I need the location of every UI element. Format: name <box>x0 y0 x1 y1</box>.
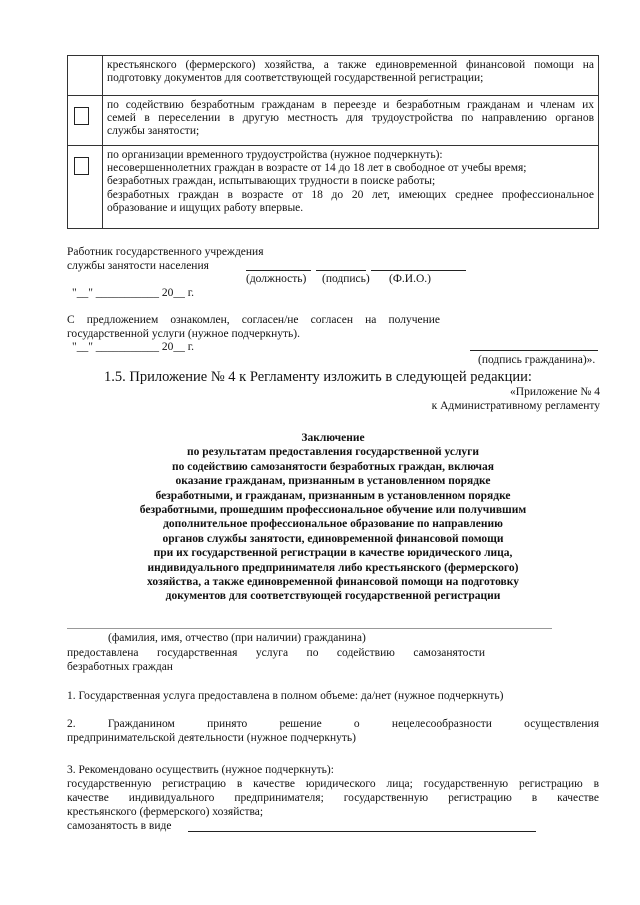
table-row <box>68 56 599 96</box>
consent-date: "__" ___________ 20__ г. <box>72 341 195 353</box>
citizen-name-field[interactable] <box>67 628 552 629</box>
citizen-name-caption: (фамилия, имя, отчество (при наличии) гражданина) <box>108 632 366 644</box>
conclusion-line: по результатам предоставления государственной услуги <box>186 446 480 459</box>
position-caption: (должность) <box>246 273 307 285</box>
conclusion-title: Заключение <box>301 432 365 444</box>
option-line: несовершеннолетних граждан в возрасте от 14 до 18 лет в свободное от учебы время; <box>107 162 527 175</box>
consent-line2: государственной услуги (нужное подчеркнуть). <box>67 328 301 340</box>
item-3-line3: качестве индивидуального предпринимателя; государственную регистрацию в качестве <box>67 792 599 804</box>
conclusion-line: индивидуального предпринимателя либо крестьянского (фермерского) <box>147 561 519 574</box>
worker-label-line2: службы занятости населения <box>67 260 209 272</box>
conclusion-line: органов службы занятости, единовременной финансовой помощи <box>162 532 504 545</box>
item-3-line2: государственную регистрацию в качестве юридического лица; государственную регистрацию в <box>67 778 599 790</box>
option-line: подготовку документов для соответствующей государственной регистрации; <box>107 72 484 85</box>
fio-field[interactable] <box>371 270 466 271</box>
conclusion-block <box>67 431 599 604</box>
conclusion-line: дополнительное профессиональное образование по направлению <box>163 518 503 531</box>
option-line: безработных граждан, испытывающих трудности в поиске работы; <box>107 175 436 188</box>
conclusion-line: по содействию самозанятости безработных граждан, включая <box>171 460 494 473</box>
annex-reference: к Административному регламенту <box>431 400 600 412</box>
table-row <box>68 96 599 146</box>
conclusion-line: оказание гражданам, признанным в установленном порядке <box>175 475 491 488</box>
citizen-signature-field[interactable] <box>470 350 598 351</box>
option-text <box>103 56 599 96</box>
checkbox-cell <box>68 96 103 146</box>
conclusion-line: документов для соответствующей государственной регистрации <box>165 590 501 603</box>
conclusion-line: безработными, прошедшим профессиональное обучение или получившим <box>139 504 527 517</box>
citizen-signature-caption: (подпись гражданина)». <box>478 354 596 366</box>
item-1: 1. Государственная услуга предоставлена в полном объеме: да/нет (нужное подчеркнуть) <box>67 690 504 702</box>
provided-line1: предоставлена государственная услуга по содействию самозанятости <box>67 647 485 659</box>
option-line: крестьянского (фермерского) хозяйства, а также единовременной финансовой помощи на <box>107 59 594 71</box>
option-line: службы занятости; <box>107 125 200 138</box>
option-line: по содействию безработным гражданам в переезде и безработным гражданам и членам их <box>107 99 594 111</box>
item-2-line1: 2. Гражданином принято решение о нецелесообразности осуществления <box>67 718 599 730</box>
annex-number: «Приложение № 4 <box>510 386 600 398</box>
option-line: образование и ищущих работу впервые. <box>107 201 304 214</box>
fio-caption: (Ф.И.О.) <box>389 273 431 285</box>
temporary-employment-checkbox[interactable] <box>74 157 89 175</box>
option-line: безработных граждан в возрасте от 18 до 20 лет, имеющих среднее профессиональное <box>107 188 594 201</box>
item-3-line1: 3. Рекомендовано осуществить (нужное подчеркнуть): <box>67 764 334 776</box>
conclusion-line: при их государственной регистрации в качестве юридического лица, <box>153 547 513 560</box>
option-line: по организации временного трудоустройства (нужное подчеркнуть): <box>107 149 443 161</box>
signature-caption: (подпись) <box>322 273 370 285</box>
option-text <box>103 96 599 146</box>
option-line: семей в переселении в другую местность для трудоустройства по направлению органов <box>107 112 594 125</box>
option-text <box>103 146 599 229</box>
relocation-checkbox[interactable] <box>74 107 89 125</box>
checkbox-cell <box>68 146 103 229</box>
conclusion-line: хозяйства, а также единовременной финансовой помощи на подготовку <box>147 576 519 589</box>
consent-line1: С предложением ознакомлен, согласен/не согласен на получение <box>67 314 440 326</box>
item-2-line2: предпринимательской деятельности (нужное подчеркнуть) <box>67 732 356 744</box>
services-table <box>67 55 599 229</box>
checkbox-cell <box>68 56 103 96</box>
table-row <box>68 146 599 229</box>
conclusion-line: безработными, и гражданам, признанным в установленном порядке <box>155 489 511 502</box>
signature-field[interactable] <box>316 270 366 271</box>
item-3-line5: самозанятость в виде <box>67 820 172 832</box>
worker-date: "__" ___________ 20__ г. <box>72 287 195 299</box>
self-employment-field[interactable] <box>188 831 536 832</box>
amendment-heading: 1.5. Приложение № 4 к Регламенту изложить в следующей редакции: <box>104 369 532 385</box>
provided-line2: безработных граждан <box>67 661 173 673</box>
item-3-line4: крестьянского (фермерского) хозяйства; <box>67 806 264 818</box>
worker-label-line1: Работник государственного учреждения <box>67 246 264 258</box>
position-field[interactable] <box>246 270 311 271</box>
